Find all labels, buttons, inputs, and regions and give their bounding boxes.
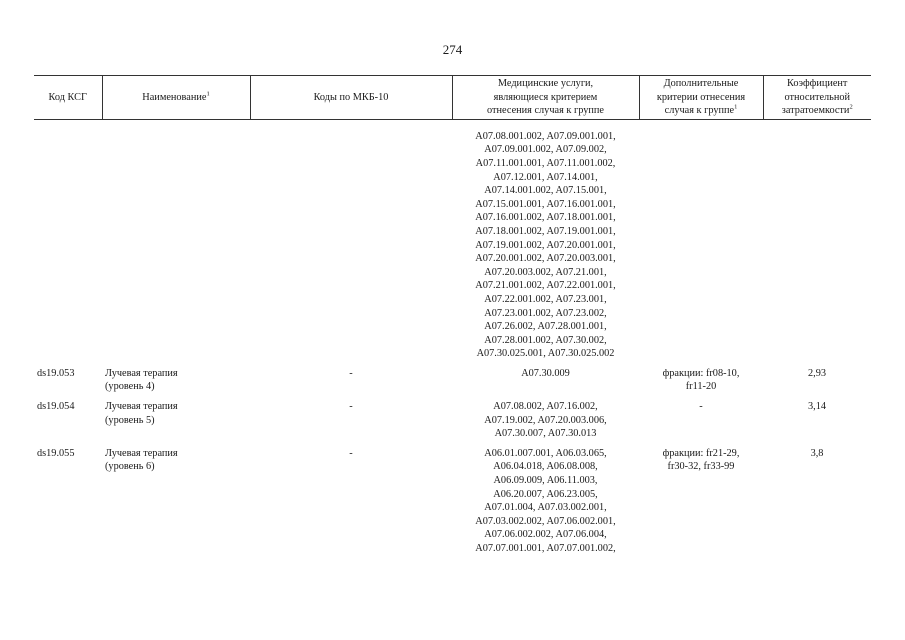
- service-code-line: A07.22.001.002, A07.23.001,: [484, 293, 607, 305]
- service-code-line: A07.20.003.002, A07.21.001,: [484, 266, 607, 278]
- table-row: [34, 394, 871, 441]
- service-code-line: A07.06.002.002, A07.06.004,: [484, 529, 607, 541]
- mkb-cell: -: [349, 447, 353, 459]
- header-ksg-code: Код КСГ: [34, 76, 102, 120]
- service-code-line: A07.21.001.002, A07.22.001.001,: [475, 280, 616, 292]
- coefficient-cell: 3,8: [810, 447, 824, 459]
- name-cell: Лучевая терапия (уровень 6): [105, 447, 178, 473]
- services-cell: [452, 441, 639, 556]
- header-name: Наименование$^1$: [102, 76, 250, 120]
- service-code-line: A07.08.001.002, A07.09.001.001,: [475, 130, 616, 142]
- service-code-line: A07.14.001.002, A07.15.001,: [484, 185, 607, 197]
- coefficient-cell: 2,93: [807, 367, 827, 379]
- name-cell: Лучевая терапия (уровень 5): [105, 401, 178, 426]
- mkb-cell: -: [349, 367, 353, 379]
- service-code-line: A07.20.001.002, A07.20.003.001,: [475, 253, 616, 265]
- header-mkb-codes: Коды по МКБ-10: [250, 76, 452, 120]
- criteria-cell: -: [699, 401, 703, 413]
- service-code-line: A07.23.001.002, A07.23.002,: [484, 307, 607, 319]
- ksg-code-cell: ds19.054: [37, 401, 75, 413]
- service-code-line: A07.26.002, A07.28.001.001,: [484, 321, 607, 333]
- service-code-line: A07.01.004, A07.03.002.001,: [484, 502, 607, 514]
- ksg-table: [34, 75, 871, 556]
- header-cost-coefficient: Коэффициент относительной затратоемкости$^2$: [763, 76, 871, 120]
- service-code-line: A07.03.002.002, A07.06.002.001,: [475, 515, 616, 527]
- services-cell: A07.30.009: [521, 367, 570, 379]
- ksg-code-cell: ds19.053: [37, 367, 75, 379]
- service-code-line: A06.01.007.001, A06.03.065,: [484, 447, 607, 459]
- table-header-row: [34, 76, 871, 120]
- table-row-continuation: [34, 130, 871, 361]
- criteria-cell: фракции: fr21-29, fr30-32, fr33-99: [662, 447, 740, 473]
- service-code-line: A07.16.001.002, A07.18.001.001,: [475, 212, 616, 224]
- service-code-line: A07.07.001.001, A07.07.001.002,: [475, 543, 616, 554]
- service-code-line: A06.04.018, A06.08.008,: [493, 461, 598, 473]
- service-code-line: A07.11.001.001, A07.11.001.002,: [475, 157, 616, 169]
- criteria-cell: фракции: fr08-10, fr11-20: [662, 367, 740, 393]
- table-row: [34, 441, 871, 556]
- services-cell: [452, 130, 639, 361]
- service-code-line: A07.28.001.002, A07.30.002,: [484, 334, 607, 346]
- ksg-code-cell: ds19.055: [37, 447, 75, 459]
- service-code-line: A07.12.001, A07.14.001,: [493, 171, 598, 183]
- service-code-line: A07.09.001.002, A07.09.002,: [484, 144, 607, 156]
- page-number: 274: [442, 42, 463, 57]
- services-cell: A07.08.002, A07.16.002, A07.19.002, A07.20.003.006, A07.30.007, A07.30.013: [484, 401, 607, 440]
- service-code-line: A07.18.001.002, A07.19.001.001,: [475, 225, 616, 237]
- service-code-line: A07.15.001.001, A07.16.001.001,: [475, 198, 616, 210]
- header-additional-criteria: Дополнительные критерии отнесения случая к группе$^1$: [639, 76, 763, 120]
- table-row: [34, 361, 871, 394]
- service-code-line: A07.19.001.002, A07.20.001.001,: [475, 239, 616, 251]
- coefficient-cell: 3,14: [807, 401, 827, 413]
- service-code-line: A06.09.009, A06.11.003,: [493, 475, 598, 487]
- service-code-line: A07.30.025.001, A07.30.025.002: [476, 348, 615, 360]
- header-medical-services: Медицинские услуги, являющиеся критерием отнесения случая к группе: [452, 76, 639, 120]
- name-cell: Лучевая терапия (уровень 4): [105, 367, 178, 393]
- service-code-line: A06.20.007, A06.23.005,: [493, 488, 598, 500]
- mkb-cell: -: [349, 401, 353, 413]
